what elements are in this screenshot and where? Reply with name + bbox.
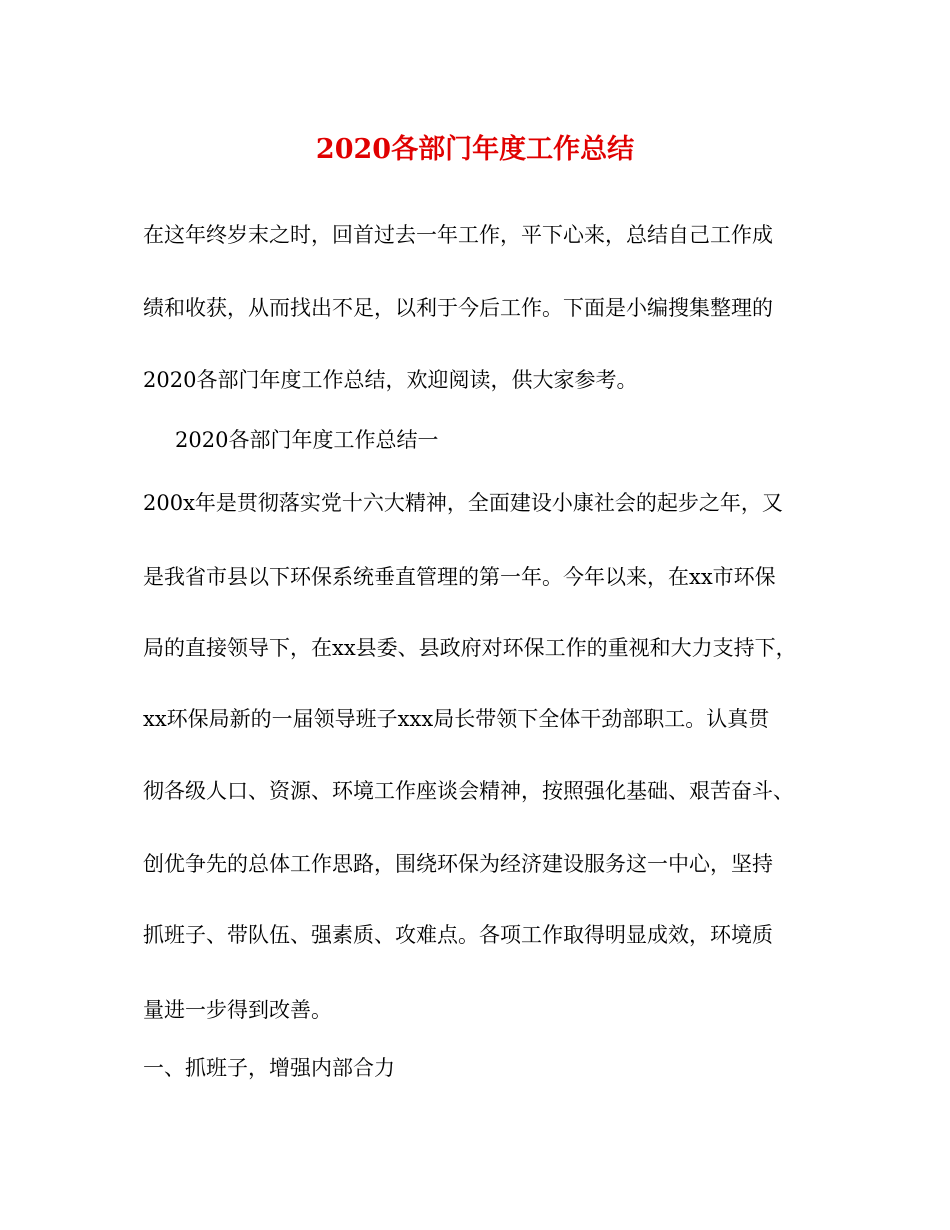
intro-line-1: 在这年终岁末之时，回首过去一年工作，平下心来，总结自己工作成 — [143, 223, 773, 247]
body-line-1: 200x年是贯彻落实党十六大精神，全面建设小康社会的起步之年，又 — [143, 491, 783, 515]
body-line-8: 量进一步得到改善。 — [143, 998, 332, 1022]
body-line-3: 局的直接领导下，在xx县委、县政府对环保工作的重视和大力支持下， — [143, 636, 797, 660]
body-line-6: 创优争先的总体工作思路，围绕环保为经济建设服务这一中心，坚持 — [143, 852, 773, 876]
body-line-7: 抓班子、带队伍、强素质、攻难点。各项工作取得明显成效，环境质 — [143, 923, 773, 947]
body-line-5: 彻各级人口、资源、环境工作座谈会精神，按照强化基础、艰苦奋斗、 — [143, 779, 794, 803]
intro-line-3: 2020各部门年度工作总结，欢迎阅读，供大家参考。 — [143, 368, 638, 392]
body-line-2: 是我省市县以下环保系统垂直管理的第一年。今年以来，在xx市环保 — [143, 565, 776, 589]
body-line-4: xx环保局新的一届领导班子xxx局长带领下全体干劲部职工。认真贯 — [143, 707, 770, 731]
document-title: 2020各部门年度工作总结 — [315, 134, 635, 165]
section-subheading: 2020各部门年度工作总结一 — [175, 428, 439, 452]
section-heading: 一、抓班子，增强内部合力 — [143, 1056, 395, 1080]
intro-line-2: 绩和收获，从而找出不足，以利于今后工作。下面是小编搜集整理的 — [143, 296, 773, 320]
